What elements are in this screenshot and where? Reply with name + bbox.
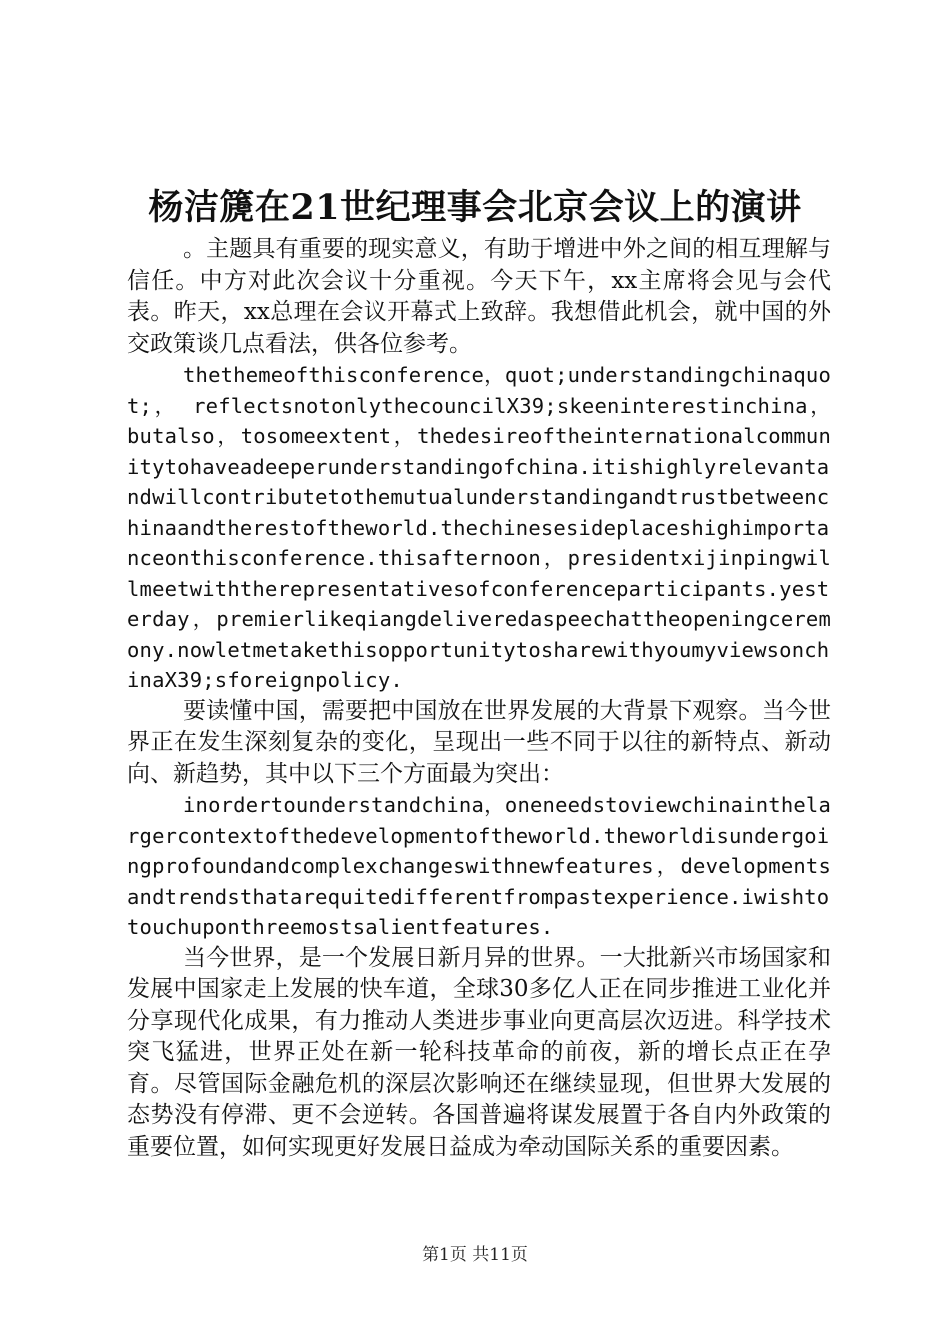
paragraph-english-1: thethemeofthisconference，quot;understandingchinaquot;， reflectsnotonlythecouncilX39;skeeninterestinchina，butalso，tosomeextent，thedesireoftheinternationalcommunitytohaveadeeperunderstandingofchina.itishighlyrelevantandwillcontributetothemutualunderstandingandtrustbetweenchinaandtherestoftheworld.thechinesesideplaceshighimportanceonthisconference.thisafternoon，presidentxijinpingwillmeetwiththerepresentativesofconferenceparticipants.yesterday，premierlikeqiangdeliveredaspeechattheopeningceremony.nowletmetakethisopportunitytosharewithyoumyviewsonchinaX39;sforeignpolicy. — [127, 363, 831, 692]
paragraph-chinese-2: 要读懂中国，需要把中国放在世界发展的大背景下观察。当今世界正在发生深刻复杂的变化，呈现出一些不同于以往的新特点、新动向、新趋势，其中以下三个方面最为突出： — [127, 697, 831, 787]
page-footer: 第1页 共11页 — [422, 1245, 528, 1265]
paragraph-english-2: inordertounderstandchina，oneneedstoviewchinainthelargercontextofthedevelopmentoftheworld.theworldisundergoingprofoundandcomplexchangeswithnewfeatures，developmentsandtrendsthatarequitedifferentfrompastexperience.iwishtotouchuponthreemostsalientfeatures. — [127, 793, 831, 939]
paragraph-chinese-1: 。主题具有重要的现实意义，有助于增进中外之间的相互理解与信任。中方对此次会议十分重视。今天下午，xx主席将会见与会代表。昨天，xx总理在会议开幕式上致辞。我想借此机会，就中国的外交政策谈几点看法，供各位参考。 — [127, 236, 831, 357]
paragraph-chinese-3: 当今世界，是一个发展日新月异的世界。一大批新兴市场国家和发展中国家走上发展的快车道，全球30多亿人正在同步推进工业化并分享现代化成果，有力推动人类进步事业向更高层次迈进。科学技术突飞猛进，世界正处在新一轮科技革命的前夜，新的增长点正在孕育。尽管国际金融危机的深层次影响还在继续显现，但世界大发展的态势没有停滞、更不会逆转。各国普遍将谋发展置于各自内外政策的重要位置，如何实现更好发展日益成为牵动国际关系的重要因素。 — [127, 944, 831, 1160]
document-body — [127, 234, 831, 1163]
document-title: 杨洁篪在21世纪理事会北京会议上的演讲 — [148, 187, 802, 228]
